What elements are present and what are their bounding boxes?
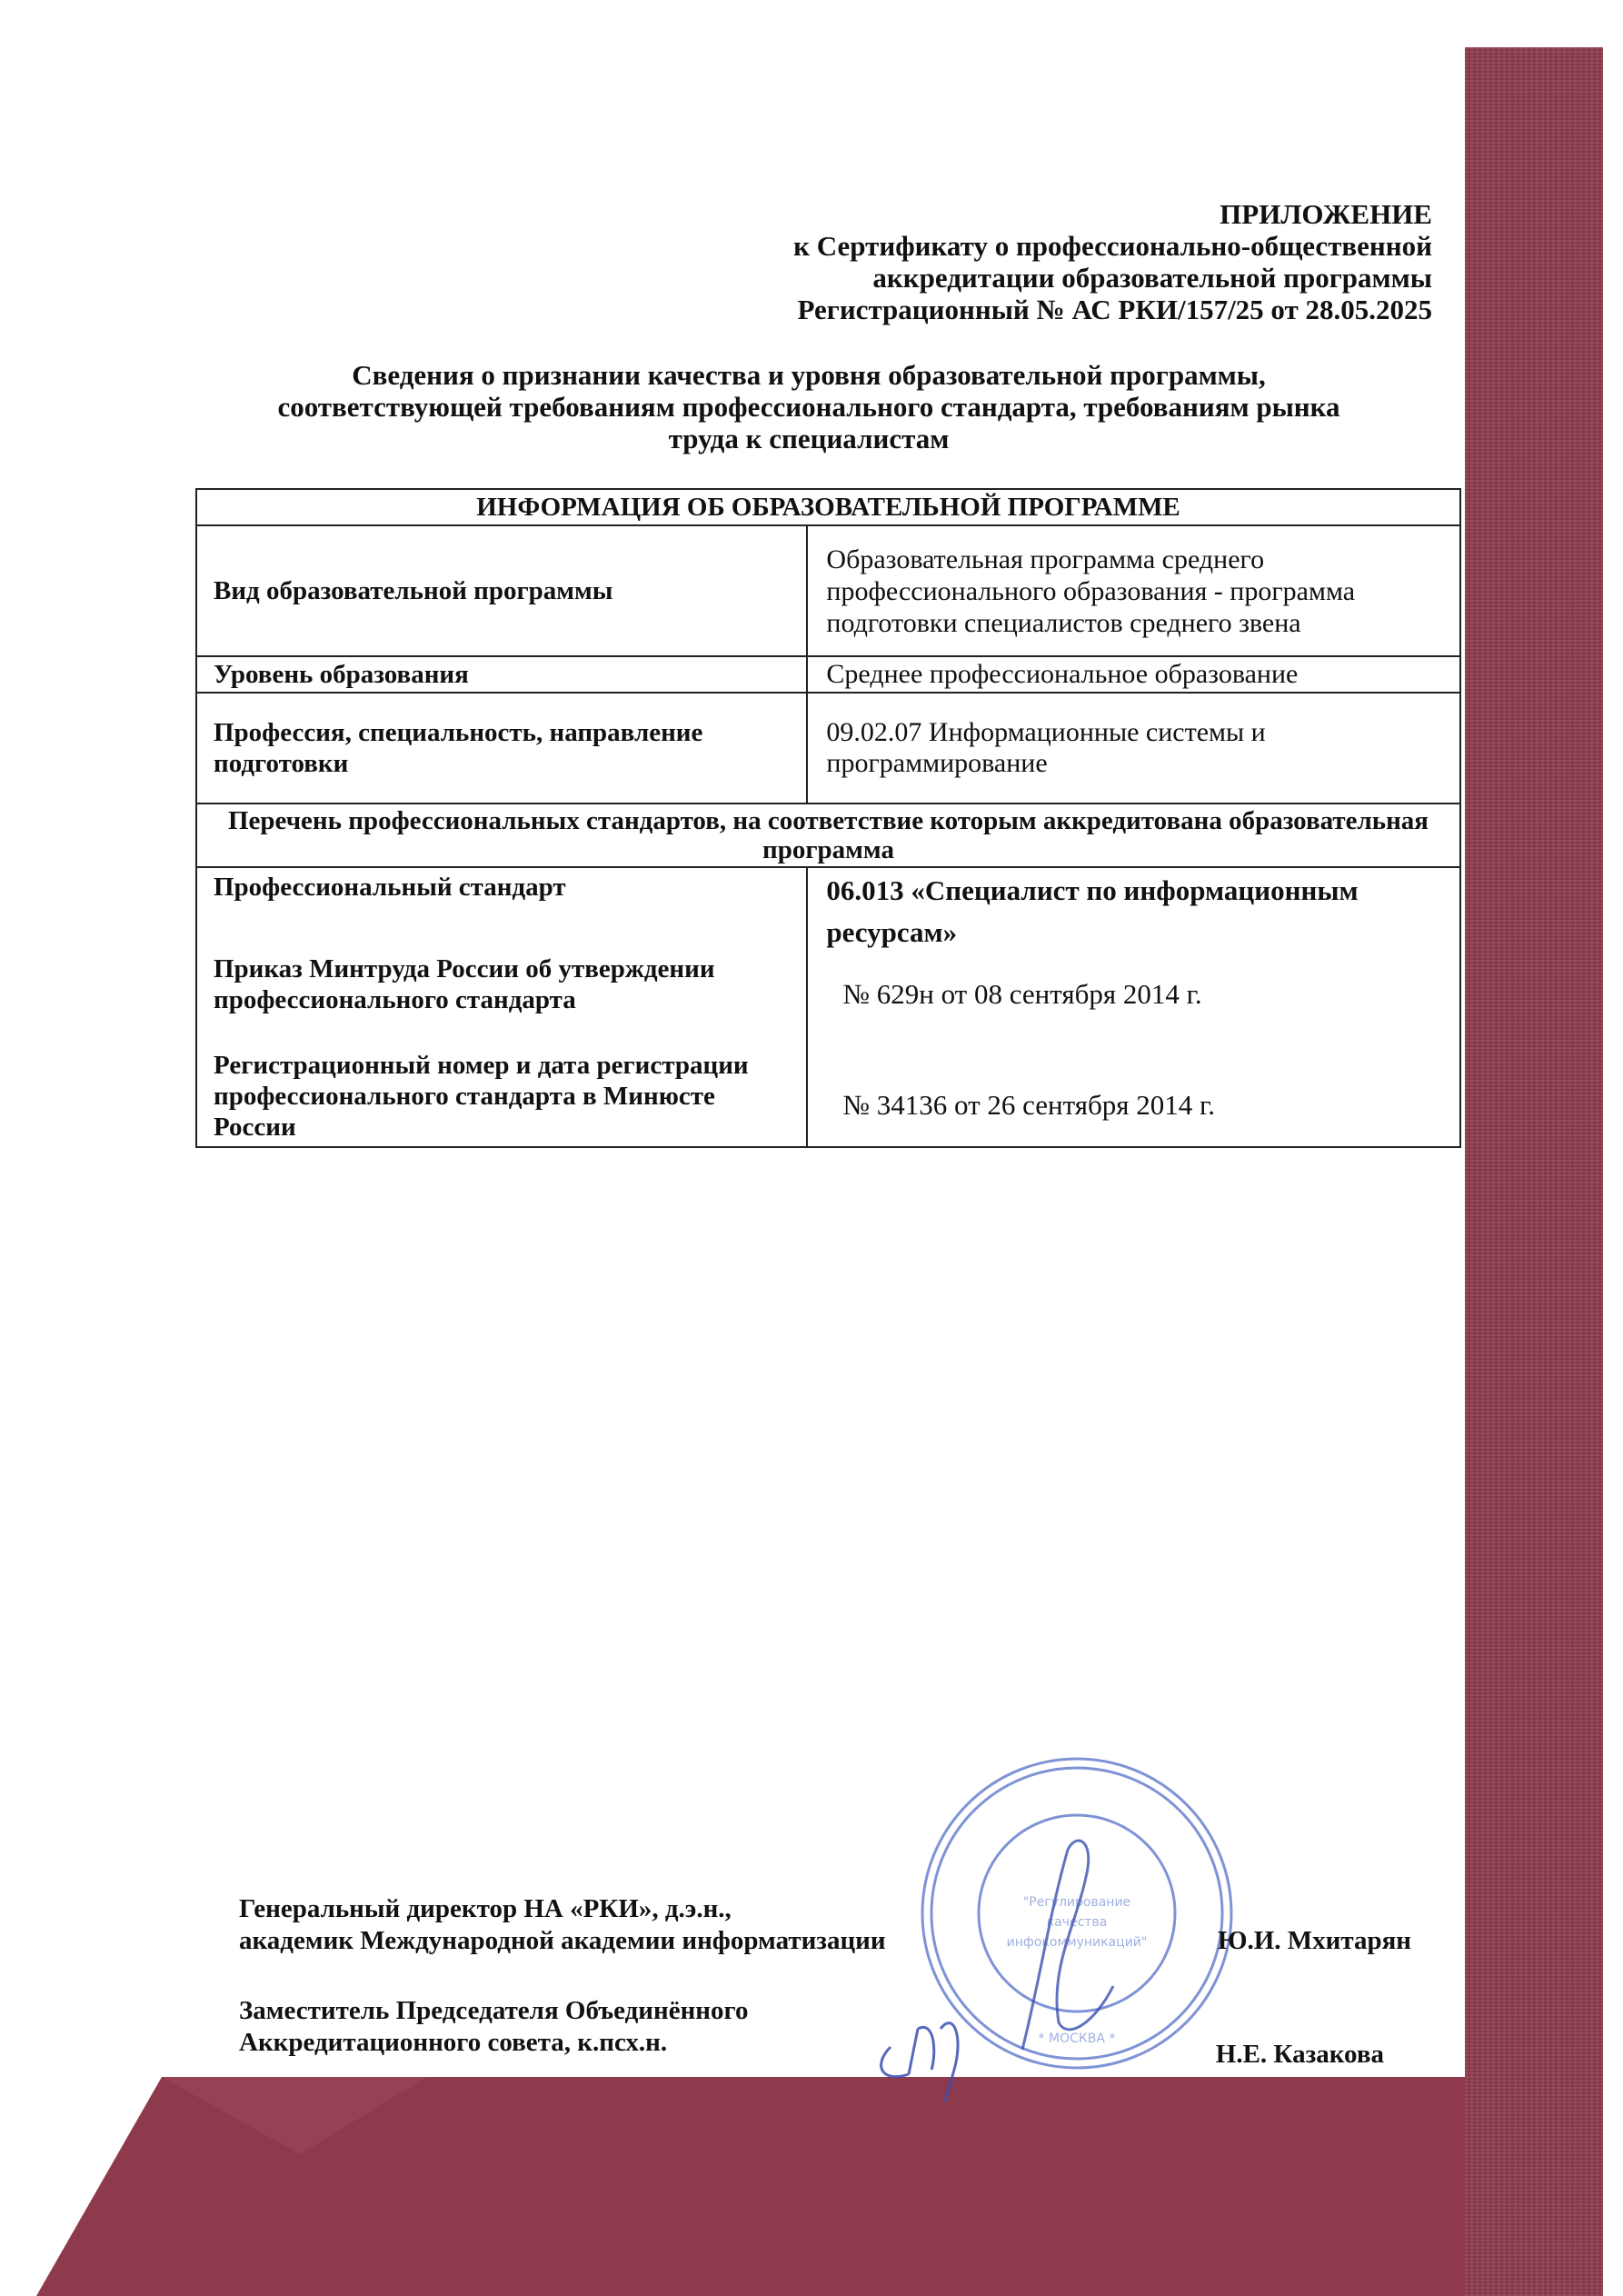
row-value: Среднее профессиональное образование — [807, 656, 1460, 693]
table-heading: ИНФОРМАЦИЯ ОБ ОБРАЗОВАТЕЛЬНОЙ ПРОГРАММЕ — [196, 489, 1460, 525]
row-value: Образовательная программа среднего профессионального образования - программа подготовки специалистов среднего звена — [807, 525, 1460, 656]
stamp-bottom: * МОСКВА * — [1038, 2031, 1116, 2046]
annex-title: ПРИЛОЖЕНИЕ — [1220, 198, 1432, 230]
subtitle-line-1: Сведения о признании качества и уровня образовательной программы, — [352, 359, 1266, 391]
director-sign-row — [239, 1893, 1411, 1957]
row-label: Профессия, специальность, направление подготовки — [196, 693, 807, 804]
stamp-center-line-2: качества — [1046, 1915, 1108, 1930]
stamp-center-line-1: "Регулирование — [1022, 1895, 1131, 1910]
row-label: Вид образовательной программы — [196, 525, 807, 656]
registration-value: № 34136 от 26 сентября 2014 г. — [842, 1089, 1216, 1121]
deputy-title-line-2: Аккредитационного совета, к.псх.н. — [239, 2028, 668, 2057]
annex-line-3: аккредитации образовательной программы — [872, 262, 1432, 294]
standard-rows — [196, 867, 1460, 1147]
table-row — [196, 693, 1460, 804]
signatures-block — [239, 1893, 1411, 2097]
row-label: Уровень образования — [196, 656, 807, 693]
deputy-title-line-1: Заместитель Председателя Объединённого — [239, 1996, 749, 2025]
standard-values — [807, 867, 1460, 1147]
standards-heading-row — [196, 804, 1460, 867]
director-title-line-1: Генеральный директор НА «РКИ», д.э.н., — [239, 1894, 732, 1923]
registration-label: Регистрационный номер и дата регистрации профессионального стандарта в Минюсте России — [214, 1051, 749, 1142]
row-value: 09.02.07 Информационные системы и программирование — [807, 693, 1460, 804]
annex-line-2: к Сертификату о профессионально-общественной — [793, 230, 1432, 262]
subtitle-line-2: соответствующей требованиям профессионального стандарта, требованиям рынка — [277, 391, 1340, 423]
standards-heading: Перечень профессиональных стандартов, на соответствие которым аккредитована образовательная программа — [196, 804, 1460, 867]
director-title-line-2: академик Международной академии информатизации — [239, 1926, 886, 1955]
order-value: № 629н от 08 сентября 2014 г. — [842, 978, 1202, 1010]
standard-label: Профессиональный стандарт — [214, 873, 566, 902]
table-row — [196, 525, 1460, 656]
program-info-table — [195, 488, 1461, 1148]
stamp-center-line-3: инфокоммуникаций" — [1006, 1935, 1148, 1950]
director-name: Ю.И. Мхитарян — [1217, 1926, 1411, 1955]
subtitle-line-3: труда к специалистам — [668, 423, 950, 454]
table-heading-row — [196, 489, 1460, 525]
standard-labels — [196, 867, 807, 1147]
annex-header — [614, 198, 1432, 325]
deputy-title — [239, 1995, 748, 2059]
director-title — [239, 1893, 886, 1957]
deputy-name: Н.Е. Казакова — [1215, 2040, 1384, 2069]
document-subtitle — [164, 359, 1454, 454]
annex-registration: Регистрационный № АС РКИ/157/25 от 28.05.2025 — [797, 294, 1432, 325]
table-row — [196, 656, 1460, 693]
order-label: Приказ Минтруда России об утверждении профессионального стандарта — [214, 954, 715, 1014]
deputy-sign-row — [239, 1995, 1411, 2069]
standard-value: 06.013 «Специалист по информационным ресурсам» — [826, 874, 1359, 948]
